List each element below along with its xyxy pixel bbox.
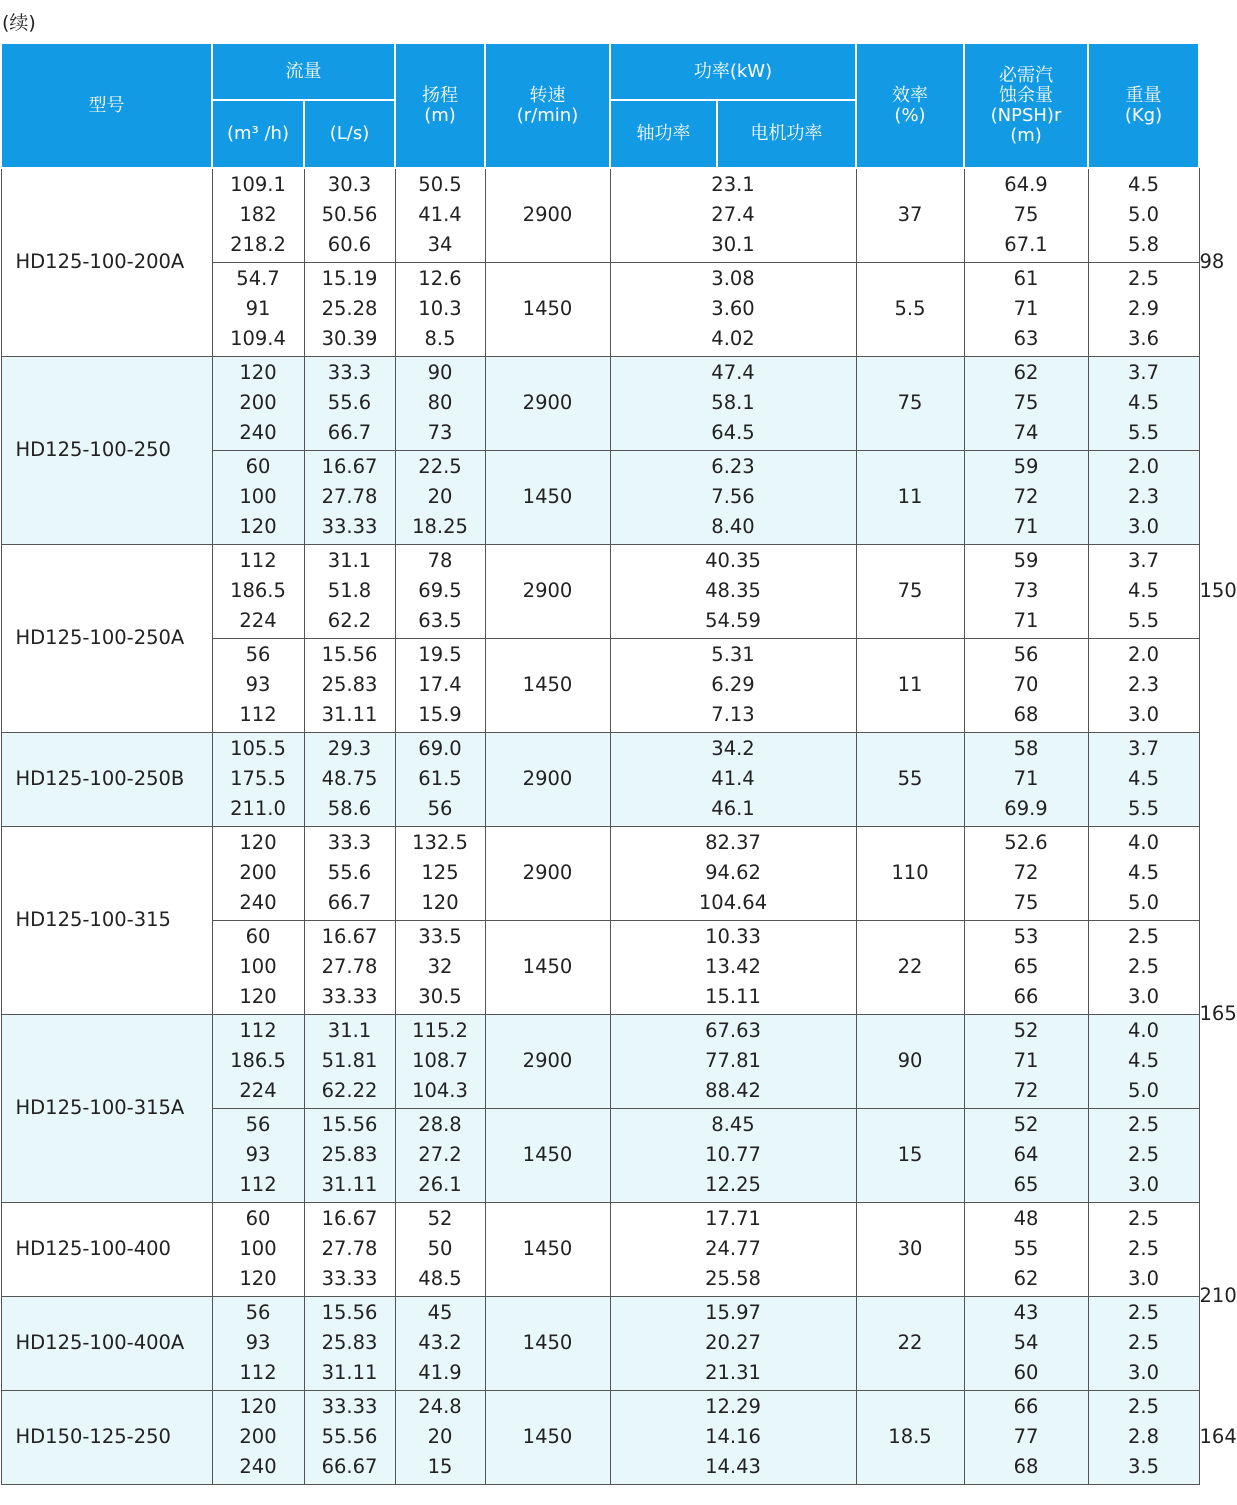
motor-power-cell: 22: [856, 1296, 964, 1390]
model-cell: HD125-100-315: [1, 826, 212, 1014]
efficiency-cell: 62 75 74: [964, 356, 1088, 450]
shaft-power-cell: 15.97 20.27 21.31: [610, 1296, 856, 1390]
header-weight-unit: (Kg): [1124, 104, 1163, 126]
table-body: [1, 168, 1237, 1484]
model-cell: HD125-100-250A: [1, 544, 212, 732]
header-npsh-l2: 蚀余量: [999, 84, 1053, 106]
header-speed-label: 转速: [529, 84, 566, 106]
speed-cell: 2900: [485, 732, 610, 826]
motor-power-cell: 5.5: [856, 262, 964, 356]
pump-spec-table: [0, 42, 1237, 1485]
flow-ls-cell: 33.3 55.6 66.7: [304, 826, 395, 920]
header-head: [395, 43, 485, 168]
table-row: [1, 1296, 1199, 1390]
table-row: [1, 732, 1199, 826]
head-cell: 19.5 17.4 15.9: [395, 638, 485, 732]
head-cell: 132.5 125 120: [395, 826, 485, 920]
shaft-power-cell: 10.33 13.42 15.11: [610, 920, 856, 1014]
table-row: [1, 544, 1199, 638]
head-cell: 90 80 73: [395, 356, 485, 450]
efficiency-cell: 59 73 71: [964, 544, 1088, 638]
efficiency-cell: 48 55 62: [964, 1202, 1088, 1296]
table-row: HD125-100-250 120 200 240 33.3 55.6 66.7 90 80 73 2900 47.4 58.1 64.5 75 62 75 74 3.7 4.5 5.5 150: [1, 356, 1199, 450]
flow-m3h-cell: 109.1 182 218.2: [212, 168, 304, 262]
flow-m3h-cell: 60 100 120: [212, 920, 304, 1014]
model-cell: HD150-125-250: [1, 1390, 212, 1484]
model-cell: HD125-100-200A: [1, 168, 212, 356]
flow-m3h-cell: 60 100 120: [212, 450, 304, 544]
npsh-cell: 3.7 4.5 5.5: [1088, 732, 1199, 826]
flow-m3h-cell: 120 200 240: [212, 826, 304, 920]
flow-m3h-cell: 56 93 112: [212, 1296, 304, 1390]
shaft-power-cell: 67.63 77.81 88.42: [610, 1014, 856, 1108]
npsh-cell: 2.0 2.3 3.0: [1088, 638, 1199, 732]
header-weight-label: 重量: [1125, 84, 1162, 106]
flow-m3h-cell: 112 186.5 224: [212, 1014, 304, 1108]
speed-cell: 1450: [485, 450, 610, 544]
table-row: HD125-100-200A 109.1 182 218.2 30.3 50.56 60.6 50.5 41.4 34 2900 23.1 27.4 30.1 37 64.9 75 67.1 4.5 5.0 5.8 98: [1, 168, 1199, 262]
shaft-power-cell: 17.71 24.77 25.58: [610, 1202, 856, 1296]
table-row: HD125-100-400 60 100 120 16.67 27.78 33.33 52 50 48.5 1450 17.71 24.77 25.58 30 48 55 62 2.5 2.5 3.0 210: [1, 1202, 1199, 1296]
shaft-power-cell: 47.4 58.1 64.5: [610, 356, 856, 450]
header-model: 型号: [1, 43, 212, 168]
model-cell: HD125-100-400A: [1, 1296, 212, 1390]
table-row: HD150-125-250 120 200 240 33.33 55.56 66.67 24.8 20 15 1450 12.29 14.16 14.43 18.5 66 77 68 2.5 2.8 3.5 164: [1, 1390, 1199, 1484]
flow-ls-cell: 15.19 25.28 30.39: [304, 262, 395, 356]
flow-ls-cell: 30.3 50.56 60.6: [304, 168, 395, 262]
speed-cell: 2900: [485, 168, 610, 262]
head-cell: 45 43.2 41.9: [395, 1296, 485, 1390]
header-weight: [1088, 43, 1199, 168]
efficiency-cell: 66 77 68: [964, 1390, 1088, 1484]
efficiency-cell: 56 70 68: [964, 638, 1088, 732]
efficiency-cell: 52.6 72 75: [964, 826, 1088, 920]
header-flow: 流量: [212, 43, 395, 100]
flow-m3h-cell: 56 93 112: [212, 1108, 304, 1202]
npsh-cell: 3.7 4.5 5.5: [1088, 544, 1199, 638]
model-cell: HD125-100-250B: [1, 732, 212, 826]
speed-cell: 1450: [485, 262, 610, 356]
efficiency-cell: 58 71 69.9: [964, 732, 1088, 826]
flow-m3h-cell: 56 93 112: [212, 638, 304, 732]
flow-m3h-cell: 54.7 91 109.4: [212, 262, 304, 356]
speed-cell: 2900: [485, 1014, 610, 1108]
npsh-cell: 2.5 2.5 3.0: [1088, 1296, 1199, 1390]
npsh-cell: 4.0 4.5 5.0: [1088, 826, 1199, 920]
header-flow-m3h: (m³ /h): [212, 100, 304, 168]
shaft-power-cell: 5.31 6.29 7.13: [610, 638, 856, 732]
npsh-cell: 4.0 4.5 5.0: [1088, 1014, 1199, 1108]
header-motor-power: 电机功率: [717, 100, 856, 168]
efficiency-cell: 64.9 75 67.1: [964, 168, 1088, 262]
flow-ls-cell: 16.67 27.78 33.33: [304, 1202, 395, 1296]
motor-power-cell: 55: [856, 732, 964, 826]
speed-cell: 2900: [485, 826, 610, 920]
shaft-power-cell: 40.35 48.35 54.59: [610, 544, 856, 638]
header-efficiency: [856, 43, 964, 168]
head-cell: 28.8 27.2 26.1: [395, 1108, 485, 1202]
model-cell: HD125-100-250: [1, 356, 212, 544]
speed-cell: 1450: [485, 1296, 610, 1390]
motor-power-cell: 30: [856, 1202, 964, 1296]
flow-ls-cell: 31.1 51.81 62.22: [304, 1014, 395, 1108]
npsh-cell: 2.5 2.5 3.0: [1088, 1108, 1199, 1202]
motor-power-cell: 75: [856, 356, 964, 450]
motor-power-cell: 15: [856, 1108, 964, 1202]
header-eff-label: 效率: [892, 84, 928, 106]
npsh-cell: 2.5 2.5 3.0: [1088, 920, 1199, 1014]
header-head-label: 扬程: [422, 84, 458, 106]
model-cell: HD125-100-400: [1, 1202, 212, 1296]
speed-cell: 2900: [485, 544, 610, 638]
npsh-cell: 2.5 2.8 3.5: [1088, 1390, 1199, 1484]
header-npsh-l1: 必需汽: [999, 64, 1053, 86]
shaft-power-cell: 3.08 3.60 4.02: [610, 262, 856, 356]
npsh-cell: 4.5 5.0 5.8: [1088, 168, 1199, 262]
flow-ls-cell: 15.56 25.83 31.11: [304, 1296, 395, 1390]
efficiency-cell: 61 71 63: [964, 262, 1088, 356]
flow-m3h-cell: 60 100 120: [212, 1202, 304, 1296]
flow-ls-cell: 15.56 25.83 31.11: [304, 1108, 395, 1202]
motor-power-cell: 18.5: [856, 1390, 964, 1484]
motor-power-cell: 90: [856, 1014, 964, 1108]
speed-cell: 2900: [485, 356, 610, 450]
flow-m3h-cell: 120 200 240: [212, 1390, 304, 1484]
head-cell: 52 50 48.5: [395, 1202, 485, 1296]
head-cell: 69.0 61.5 56: [395, 732, 485, 826]
npsh-cell: 2.5 2.9 3.6: [1088, 262, 1199, 356]
shaft-power-cell: 82.37 94.62 104.64: [610, 826, 856, 920]
head-cell: 33.5 32 30.5: [395, 920, 485, 1014]
flow-ls-cell: 31.1 51.8 62.2: [304, 544, 395, 638]
header-npsh-l4: (m): [1010, 124, 1042, 146]
header-speed: [485, 43, 610, 168]
efficiency-cell: 59 72 71: [964, 450, 1088, 544]
head-cell: 50.5 41.4 34: [395, 168, 485, 262]
head-cell: 12.6 10.3 8.5: [395, 262, 485, 356]
head-cell: 22.5 20 18.25: [395, 450, 485, 544]
flow-m3h-cell: 112 186.5 224: [212, 544, 304, 638]
motor-power-cell: 11: [856, 638, 964, 732]
header-eff-unit: (%): [894, 104, 926, 126]
header-npsh-l3: (NPSH)r: [990, 104, 1062, 126]
efficiency-cell: 53 65 66: [964, 920, 1088, 1014]
motor-power-cell: 11: [856, 450, 964, 544]
speed-cell: 1450: [485, 1390, 610, 1484]
header-speed-unit: (r/min): [516, 104, 579, 126]
flow-ls-cell: 33.33 55.56 66.67: [304, 1390, 395, 1484]
flow-ls-cell: 29.3 48.75 58.6: [304, 732, 395, 826]
efficiency-cell: 52 64 65: [964, 1108, 1088, 1202]
header-head-unit: (m): [424, 104, 456, 126]
flow-m3h-cell: 120 200 240: [212, 356, 304, 450]
speed-cell: 1450: [485, 920, 610, 1014]
shaft-power-cell: 6.23 7.56 8.40: [610, 450, 856, 544]
motor-power-cell: 75: [856, 544, 964, 638]
flow-ls-cell: 16.67 27.78 33.33: [304, 920, 395, 1014]
head-cell: 115.2 108.7 104.3: [395, 1014, 485, 1108]
motor-power-cell: 22: [856, 920, 964, 1014]
efficiency-cell: 43 54 60: [964, 1296, 1088, 1390]
shaft-power-cell: 12.29 14.16 14.43: [610, 1390, 856, 1484]
header-shaft-power: 轴功率: [610, 100, 717, 168]
flow-ls-cell: 33.3 55.6 66.7: [304, 356, 395, 450]
speed-cell: 1450: [485, 1108, 610, 1202]
motor-power-cell: 110: [856, 826, 964, 920]
table-caption: (续): [2, 12, 36, 34]
table-row: HD125-100-315 120 200 240 33.3 55.6 66.7 132.5 125 120 2900 82.37 94.62 104.64 110 52.6 72 75 4.0 4.5 5.0 165: [1, 826, 1199, 920]
flow-m3h-cell: 105.5 175.5 211.0: [212, 732, 304, 826]
shaft-power-cell: 8.45 10.77 12.25: [610, 1108, 856, 1202]
flow-ls-cell: 15.56 25.83 31.11: [304, 638, 395, 732]
head-cell: 24.8 20 15: [395, 1390, 485, 1484]
head-cell: 78 69.5 63.5: [395, 544, 485, 638]
motor-power-cell: 37: [856, 168, 964, 262]
shaft-power-cell: 23.1 27.4 30.1: [610, 168, 856, 262]
efficiency-cell: 52 71 72: [964, 1014, 1088, 1108]
table-row: [1, 1014, 1199, 1108]
npsh-cell: 2.0 2.3 3.0: [1088, 450, 1199, 544]
header-flow-ls: (L/s): [304, 100, 395, 168]
flow-ls-cell: 16.67 27.78 33.33: [304, 450, 395, 544]
npsh-cell: 3.7 4.5 5.5: [1088, 356, 1199, 450]
speed-cell: 1450: [485, 1202, 610, 1296]
npsh-cell: 2.5 2.5 3.0: [1088, 1202, 1199, 1296]
speed-cell: 1450: [485, 638, 610, 732]
model-cell: HD125-100-315A: [1, 1014, 212, 1202]
header-npsh: [964, 43, 1088, 168]
header-power: 功率(kW): [610, 43, 856, 100]
shaft-power-cell: 34.2 41.4 46.1: [610, 732, 856, 826]
